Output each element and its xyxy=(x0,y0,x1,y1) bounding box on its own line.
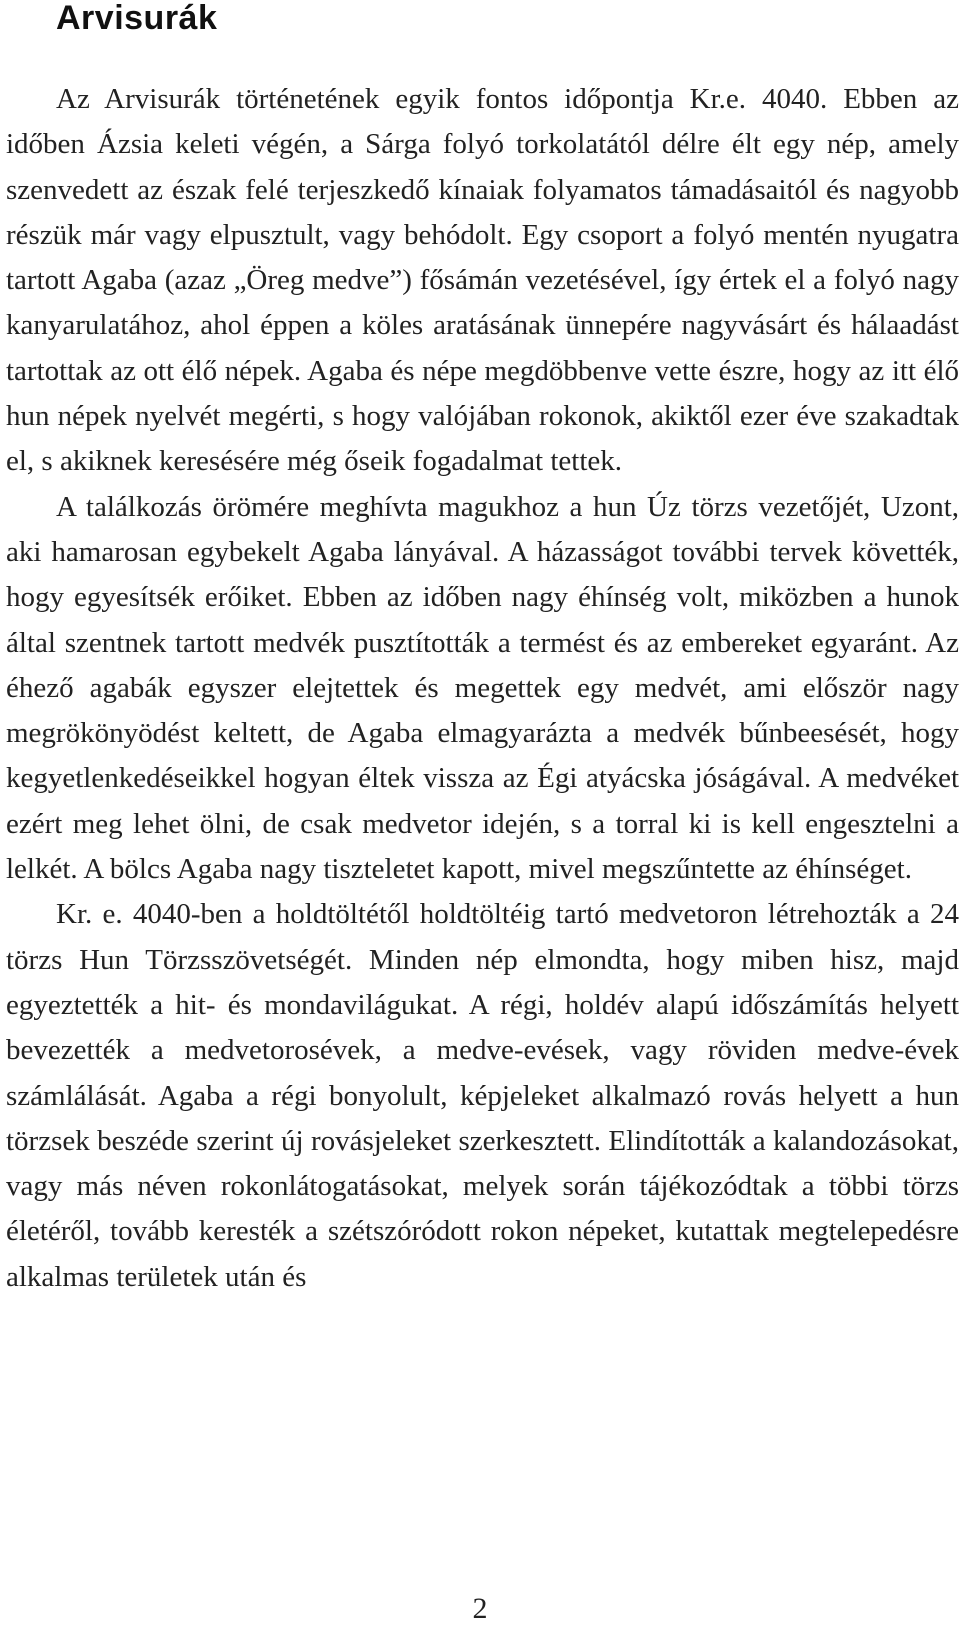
paragraph: Kr. e. 4040-ben a holdtöltétől holdtöltéig tartó medvetoron létrehozták a 24 törzs Hun Törzsszövetségét. Minden nép elmondta, hogy miben hisz, majd egyeztették a hit- és mondavilágukat. A régi, holdév alapú időszámítás helyett bevezették a medvetorosévek, a medve-evések, vagy röviden medve-évek számlálását. Agaba a régi bonyolult, képjeleket alkalmazó rovás helyett a hun törzsek beszéde szerint új rovásjeleket szerkesztett. Elindították a kalandozásokat, vagy más néven rokonlátogatásokat, melyek során tájékozódtak a többi törzs életéről, tovább keresték a szétszóródott rokon népeket, kutattak megtelepedésre alkalmas területek után és xyxy=(6,898,959,1293)
paragraph: A találkozás örömére meghívta magukhoz a hun Úz törzs vezetőjét, Uzont, aki hamarosan egybekelt Agaba lányával. A házasságot további tervek követték, hogy egyesítsék erőiket. Ebben az időben nagy éhínség volt, miközben a hunok által szentnek tartott medvék pusztították a termést és az embereket egyaránt. Az éhező agabák egyszer elejtettek és megettek egy medvét, ami először nagy megrökönyödést keltett, de Agaba elmagyarázta a medvék bűnbeesését, hogy kegyetlenkedéseikkel hogyan éltek vissza az Égi atyácska jóságával. A medvéket ezért meg lehet ölni, de csak medvetor idején, s a torral ki is kell engesztelni a lelkét. A bölcs Agaba nagy tiszteletet kapott, mivel megszűntette az éhínséget. xyxy=(6,490,959,886)
paragraph: Az Arvisurák történetének egyik fontos időpontja Kr.e. 4040. Ebben az időben Ázsia keleti végén, a Sárga folyó torkolatától délre élt egy nép, amely szenvedett az észak felé terjeszkedő kínaiak folyamatos támadásaitól és nagyobb részük már vagy elpusztult, vagy behódolt. Egy csoport a folyó mentén nyugatra tartott Agaba (azaz „Öreg medve”) fősámán vezetésével, így értek el a folyó nagy kanyarulatához, ahol éppen a köles aratásának ünnepére nagyvásárt és hálaadást tartottak az ott élő népek. Agaba és népe megdöbbenve vette észre, hogy az itt élő hun népek nyelvét megérti, s hogy valójában rokonok, akiktől ezer éve szakadtak el, s akiknek keresésére még őseik fogadalmat tettek. xyxy=(6,83,959,478)
page-title: Arvisurák xyxy=(56,0,218,37)
page-number: 2 xyxy=(472,1592,488,1625)
body-text xyxy=(6,77,959,1300)
